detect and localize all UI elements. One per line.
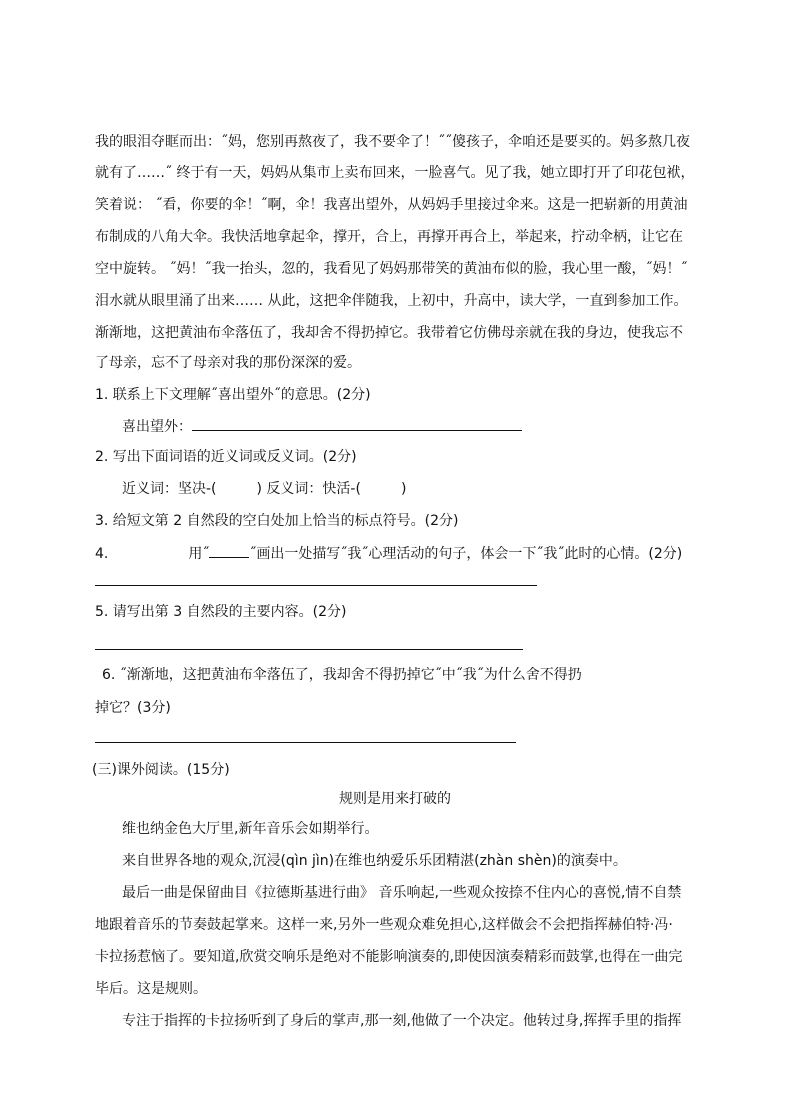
passage-line-3: 笑着说： ˝看，你要的伞！˝啊，伞！我喜出望外，从妈妈手里接过伞来。这是一把崭新的用黄油: [95, 197, 688, 213]
question-5: 5. 请写出第 3 自然段的主要内容。(2分): [95, 604, 347, 620]
question-3: 3. 给短文第 2 自然段的空白处加上恰当的标点符号。(2分): [95, 513, 459, 529]
article-line-5: 卡拉扬惹恼了。要知道,欣赏交响乐是绝对不能影响演奏的,即使因演奏精彩而鼓掌,也得在一曲完: [95, 949, 683, 965]
passage-line-7: 渐渐地，这把黄油布伞落伍了，我却舍不得扔掉它。我带着它仿佛母亲就在我的身边，使我忘不: [95, 325, 683, 341]
article-line-4: 地跟着音乐的节奏鼓起掌来。这样一来,另外一些观众难免担心,这样做会不会把指挥赫伯特·冯·: [95, 917, 673, 933]
question-1-label: 喜出望外：: [122, 419, 192, 435]
question-1-answer-line: [122, 418, 522, 435]
question-4-number: 4.: [95, 546, 109, 562]
question-5-answer-rule[interactable]: [95, 649, 523, 650]
question-4-answer-rule[interactable]: [95, 585, 537, 586]
article-title: 规则是用来打破的: [339, 791, 451, 807]
passage-line-1: 我的眼泪夺眶而出：˝妈，您别再熬夜了，我不要伞了！˝˝傻孩子，伞咱还是要买的。妈多熬几夜: [95, 134, 690, 150]
passage-line-4: 布制成的八角大伞。我快活地拿起伞，撑开，合上，再撑开再合上，举起来，拧动伞柄，让它在: [95, 229, 683, 245]
passage-line-5: 空中旋转。 ˝妈！˝我一抬头，忽的，我看见了妈妈那带笑的黄油布似的脸，我心里一酸，˝妈！˝: [95, 261, 688, 277]
antonym-label: ) 反义词：快活-(: [256, 481, 361, 497]
question-1: 1. 联系上下文理解˝喜出望外˝的意思。(2分): [95, 387, 371, 403]
synonym-label: 近义词：坚决-(: [122, 481, 217, 497]
article-line-7: 专注于指挥的卡拉扬听到了身后的掌声,那一刻,他做了一个决定。他转过身,挥挥手里的指挥: [122, 1013, 682, 1029]
passage-line-2: 就有了……˝ 终于有一天，妈妈从集市上卖布回来，一脸喜气。见了我，她立即打开了印花包袱，: [95, 165, 695, 181]
question-6-line-1: 6. ˝渐渐地，这把黄油布伞落伍了，我却舍不得扔掉它˝中˝我˝为什么舍不得扔: [102, 667, 582, 683]
question-4: [95, 545, 682, 562]
answer-blank[interactable]: [192, 418, 522, 431]
question-4-pre: 用˝: [188, 546, 210, 562]
antonym-close: ): [400, 481, 407, 497]
section-3-heading: (三)课外阅读。(15分): [92, 762, 230, 778]
question-2-answer-line: [122, 481, 406, 497]
article-line-1: 维也纳金色大厅里,新年音乐会如期举行。: [122, 821, 379, 837]
question-6-line-2: 掉它？(3分): [95, 700, 171, 716]
article-line-2: 来自世界各地的观众,沉浸(qìn jìn)在维也纳爱乐乐团精湛(zhàn shèn)的演奏中。: [122, 853, 627, 869]
question-6-answer-rule[interactable]: [95, 742, 516, 743]
underline-mark-blank[interactable]: [209, 545, 249, 558]
question-2: 2. 写出下面词语的近义词或反义词。(2分): [95, 449, 357, 465]
question-4-post: ˝画出一处描写˝我˝心理活动的句子，体会一下˝我˝此时的心情。(2分): [249, 546, 683, 562]
passage-line-8: 了母亲，忘不了母亲对我的那份深深的爱。: [95, 355, 361, 371]
passage-line-6: 泪水就从眼里涌了出来…… 从此，这把伞伴随我，上初中，升高中，读大学，一直到参加工作。: [95, 293, 688, 309]
article-line-3: 最后一曲是保留曲目《拉德斯基进行曲》 音乐响起,一些观众按捺不住内心的喜悦,情不自禁: [122, 885, 682, 901]
article-line-6: 毕后。这是规则。: [95, 981, 207, 997]
